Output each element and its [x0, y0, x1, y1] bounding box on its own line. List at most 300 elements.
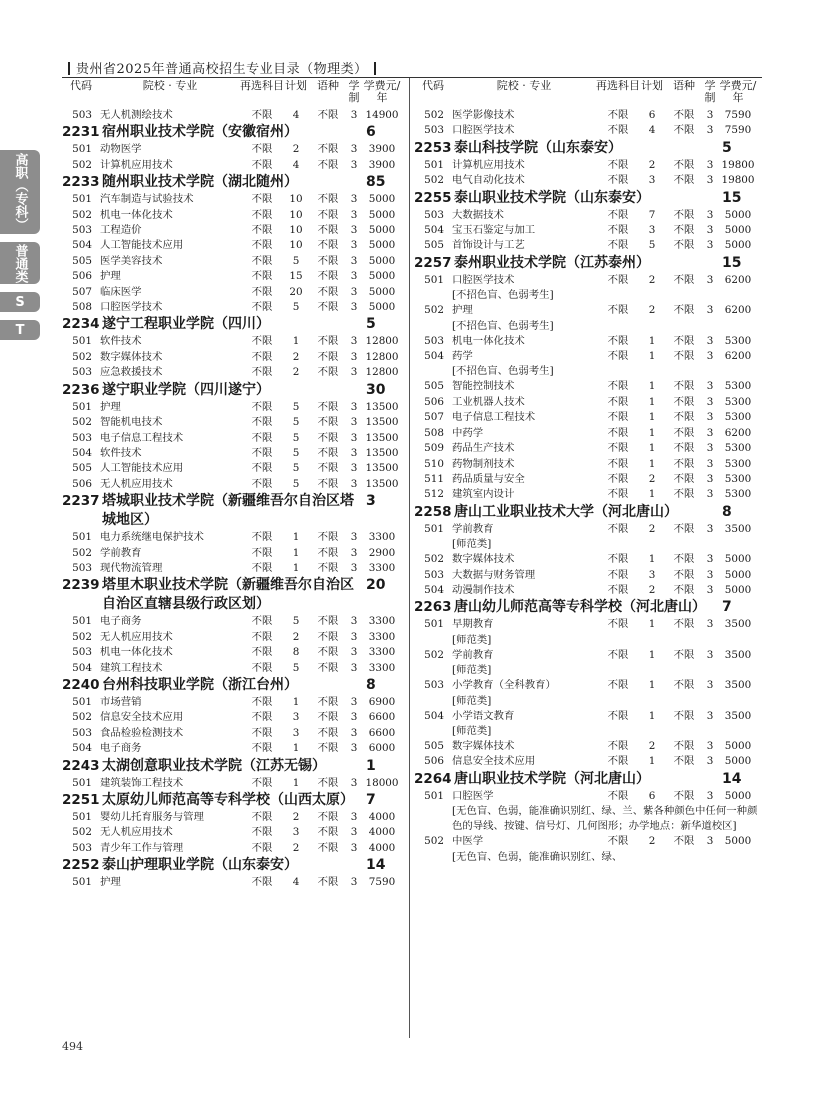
- major-fee: 5000: [368, 224, 396, 237]
- major-language: 不限: [317, 646, 339, 659]
- major-subject: 不限: [607, 835, 629, 848]
- major-years: 3: [706, 380, 714, 393]
- major-language: 不限: [317, 366, 339, 379]
- major-name: 临床医学: [100, 285, 142, 298]
- major-name: 工程造价: [100, 224, 142, 237]
- institution-row: [62, 315, 404, 334]
- major-name: 机电一体化技术: [100, 208, 173, 221]
- major-row: [62, 269, 404, 284]
- major-code: 509: [424, 442, 444, 455]
- major-years: 3: [350, 531, 358, 544]
- major-row: [414, 522, 760, 537]
- major-subject: 不限: [607, 739, 629, 752]
- major-code: 503: [72, 841, 92, 854]
- major-row: [62, 630, 404, 645]
- major-code: 505: [72, 254, 92, 267]
- major-subject: 不限: [251, 400, 273, 413]
- major-name: 应急救援技术: [100, 366, 163, 379]
- side-tabs: [0, 150, 44, 348]
- major-subject: 不限: [607, 224, 629, 237]
- major-years: 3: [350, 695, 358, 708]
- major-fee: 18000: [365, 776, 399, 789]
- major-years: 3: [706, 568, 714, 581]
- major-subject: 不限: [607, 109, 629, 121]
- major-years: 3: [706, 395, 714, 408]
- major-years: 3: [706, 174, 714, 187]
- institution-plan: 14: [722, 770, 742, 787]
- major-code: 505: [424, 739, 444, 752]
- major-fee: 5000: [368, 239, 396, 252]
- major-subject: 不限: [251, 561, 273, 574]
- major-fee: 6200: [724, 304, 752, 317]
- major-row: [414, 678, 760, 693]
- header-school: 院校 · 专业: [496, 80, 552, 92]
- institution-row: [62, 173, 404, 192]
- major-name: 人工智能技术应用: [100, 462, 184, 475]
- major-plan: 1: [292, 742, 300, 755]
- header-fee: 学费元/年: [719, 80, 757, 104]
- major-row: [414, 410, 760, 425]
- institution-code: 2263: [414, 599, 452, 616]
- major-fee: 5000: [368, 285, 396, 298]
- major-name: 智能机电技术: [100, 416, 163, 429]
- major-fee: 7590: [724, 124, 752, 137]
- major-fee: 5300: [724, 380, 752, 393]
- major-plan: 10: [289, 224, 303, 237]
- major-fee: 5000: [368, 193, 396, 206]
- major-row: [414, 617, 760, 632]
- major-fee: 6200: [724, 273, 752, 286]
- tab-s: S: [0, 292, 40, 312]
- major-years: 3: [350, 661, 358, 674]
- major-years: 3: [350, 876, 358, 889]
- left-list: [62, 108, 404, 891]
- major-name: 现代物流管理: [100, 561, 163, 574]
- major-fee: 4000: [368, 826, 396, 839]
- major-row: [414, 457, 760, 472]
- major-code: 503: [72, 366, 92, 379]
- major-fee: 6000: [368, 742, 396, 755]
- major-plan: 1: [292, 531, 300, 544]
- major-plan: 5: [292, 400, 300, 413]
- header-bar-right: [374, 62, 376, 75]
- major-subject: 不限: [607, 273, 629, 286]
- major-name: 电子信息工程技术: [452, 411, 536, 424]
- institution-row: [62, 791, 404, 810]
- institution-name: 宿州职业技术学院（安徽宿州）: [102, 124, 298, 141]
- major-note: [师范类]: [452, 664, 492, 677]
- major-subject: 不限: [607, 553, 629, 566]
- major-name: 药品质量与安全: [452, 472, 525, 485]
- major-subject: 不限: [251, 531, 273, 544]
- major-plan: 5: [292, 615, 300, 628]
- institution-plan: 1: [366, 757, 376, 774]
- major-row: [62, 645, 404, 660]
- major-plan: 2: [292, 350, 300, 363]
- major-language: 不限: [317, 695, 339, 708]
- institution-name: 遂宁工程职业学院（四川）: [102, 316, 270, 333]
- major-subject: 不限: [251, 841, 273, 854]
- institution-name: 随州职业技术学院（湖北随州）: [102, 174, 298, 191]
- major-plan: 1: [648, 488, 656, 501]
- major-language: 不限: [673, 739, 695, 752]
- major-name: 小学语文教育: [452, 709, 515, 722]
- major-language: 不限: [673, 472, 695, 485]
- major-subject: 不限: [251, 695, 273, 708]
- major-plan: 5: [292, 446, 300, 459]
- major-code: 503: [424, 568, 444, 581]
- institution-row: [414, 254, 760, 273]
- major-row: [414, 648, 760, 663]
- major-plan: 2: [292, 143, 300, 156]
- major-row: [62, 108, 404, 123]
- major-language: 不限: [673, 553, 695, 566]
- major-name: 婴幼儿托育服务与管理: [100, 811, 204, 823]
- major-code: 501: [424, 273, 444, 286]
- major-years: 3: [706, 239, 714, 252]
- major-subject: 不限: [251, 811, 273, 823]
- major-subject: 不限: [251, 477, 273, 490]
- major-code: 502: [424, 174, 444, 187]
- major-name: 无人机应用技术: [100, 477, 173, 490]
- institution-plan: 3: [366, 493, 376, 510]
- major-fee: 19800: [721, 158, 755, 171]
- major-years: 3: [706, 273, 714, 286]
- major-subject: 不限: [607, 709, 629, 722]
- major-subject: 不限: [251, 446, 273, 459]
- major-language: 不限: [673, 835, 695, 848]
- major-plan: 2: [648, 739, 656, 752]
- major-name: 建筑工程技术: [100, 661, 163, 674]
- major-language: 不限: [673, 350, 695, 363]
- page-number: 494: [62, 1040, 83, 1053]
- major-row: [62, 726, 404, 741]
- major-plan: 8: [292, 646, 300, 659]
- major-row: [62, 741, 404, 756]
- major-years: 3: [350, 742, 358, 755]
- major-code: 501: [72, 400, 92, 413]
- major-fee: 3300: [368, 630, 396, 643]
- major-plan: 2: [292, 841, 300, 854]
- major-subject: 不限: [607, 304, 629, 317]
- major-row: [62, 776, 404, 791]
- major-subject: 不限: [251, 143, 273, 156]
- major-fee: 5000: [724, 553, 752, 566]
- major-row: [62, 661, 404, 676]
- major-subject: 不限: [607, 457, 629, 470]
- major-name: 首饰设计与工艺: [452, 239, 525, 252]
- major-years: 3: [706, 224, 714, 237]
- major-language: 不限: [317, 208, 339, 221]
- major-years: 3: [350, 400, 358, 413]
- major-row: [414, 273, 760, 288]
- major-subject: 不限: [607, 568, 629, 581]
- major-note: [无色盲、色弱，能准确识别红、绿、: [452, 850, 623, 863]
- institution-code: 2252: [62, 857, 100, 874]
- major-plan: 3: [292, 711, 300, 724]
- major-row: [414, 349, 760, 364]
- major-plan: 4: [648, 124, 656, 137]
- page-title: 贵州省2025年普通高校招生专业目录（物理类）: [76, 62, 368, 77]
- major-years: 3: [350, 477, 358, 490]
- major-language: 不限: [673, 395, 695, 408]
- major-subject: 不限: [251, 646, 273, 659]
- major-years: 3: [350, 826, 358, 839]
- major-name: 信息安全技术应用: [452, 755, 536, 768]
- institution-plan: 7: [722, 599, 732, 616]
- major-name: 无人机应用技术: [100, 826, 173, 839]
- major-row: [62, 208, 404, 223]
- major-code: 501: [72, 335, 92, 348]
- major-language: 不限: [673, 709, 695, 722]
- major-plan: 1: [648, 648, 656, 661]
- major-language: 不限: [317, 335, 339, 348]
- major-subject: 不限: [607, 124, 629, 137]
- major-note: [师范类]: [452, 633, 492, 646]
- major-row: [62, 350, 404, 365]
- major-row: [62, 614, 404, 629]
- major-row: [62, 365, 404, 380]
- major-code: 502: [424, 648, 444, 661]
- major-fee: 3300: [368, 615, 396, 628]
- major-fee: 5000: [368, 301, 396, 314]
- tab-vocational: 高职（专科）: [0, 150, 40, 234]
- institution-code: 2236: [62, 381, 100, 398]
- major-years: 3: [350, 841, 358, 854]
- major-subject: 不限: [251, 254, 273, 267]
- major-subject: 不限: [607, 583, 629, 596]
- major-fee: 5000: [724, 835, 752, 848]
- major-subject: 不限: [251, 776, 273, 789]
- major-language: 不限: [317, 109, 339, 121]
- institution-name: 台州科技职业学院（浙江台州）: [102, 676, 298, 693]
- institution-name: 泰山科技学院（山东泰安）: [454, 139, 622, 156]
- institution-plan: 15: [722, 189, 742, 206]
- major-row: [62, 400, 404, 415]
- institution-plan: 15: [722, 254, 742, 271]
- major-language: 不限: [317, 400, 339, 413]
- major-subject: 不限: [607, 755, 629, 768]
- institution-name: 遂宁职业学院（四川遂宁）: [102, 381, 270, 398]
- right-column: [414, 80, 760, 865]
- major-name: 护理: [452, 304, 473, 317]
- major-plan: 1: [648, 755, 656, 768]
- major-name: 电气自动化技术: [452, 174, 525, 187]
- tab-t: T: [0, 320, 40, 340]
- major-fee: 3500: [724, 709, 752, 722]
- left-column: [62, 80, 404, 891]
- major-subject: 不限: [251, 416, 273, 429]
- institution-name: 泰州职业技术学院（江苏泰州）: [454, 254, 650, 271]
- major-plan: 1: [292, 776, 300, 789]
- major-row: [62, 254, 404, 269]
- major-code: 504: [72, 446, 92, 459]
- major-name: 食品检验检测技术: [100, 726, 184, 739]
- major-code: 501: [72, 776, 92, 789]
- major-language: 不限: [317, 630, 339, 643]
- institution-code: 2251: [62, 792, 100, 808]
- institution-name: 泰山职业技术学院（山东泰安）: [454, 189, 650, 206]
- major-language: 不限: [673, 442, 695, 455]
- major-years: 3: [350, 446, 358, 459]
- major-years: 3: [350, 335, 358, 348]
- major-plan: 1: [648, 395, 656, 408]
- major-plan: 5: [292, 431, 300, 444]
- major-language: 不限: [673, 158, 695, 171]
- major-years: 3: [350, 239, 358, 252]
- institution-row: [414, 189, 760, 208]
- major-fee: 3500: [724, 618, 752, 631]
- major-subject: 不限: [251, 193, 273, 206]
- major-plan: 5: [648, 239, 656, 252]
- major-subject: 不限: [251, 661, 273, 674]
- major-language: 不限: [317, 224, 339, 237]
- major-fee: 5000: [724, 208, 752, 221]
- major-plan: 1: [648, 411, 656, 424]
- major-row: [414, 208, 760, 223]
- major-fee: 3300: [368, 661, 396, 674]
- major-code: 501: [72, 615, 92, 628]
- major-plan: 2: [648, 522, 656, 535]
- major-name: 计算机应用技术: [100, 158, 173, 171]
- major-fee: 6600: [368, 726, 396, 739]
- major-code: 501: [72, 695, 92, 708]
- major-years: 3: [350, 158, 358, 171]
- major-subject: 不限: [251, 711, 273, 724]
- major-language: 不限: [317, 711, 339, 724]
- institution-code: 2233: [62, 174, 100, 191]
- major-code: 503: [424, 334, 444, 347]
- major-subject: 不限: [607, 789, 629, 802]
- major-code: 502: [72, 416, 92, 429]
- major-code: 508: [424, 426, 444, 439]
- major-code: 502: [424, 304, 444, 317]
- major-name: 口腔医学技术: [452, 124, 515, 137]
- major-fee: 6900: [368, 695, 396, 708]
- major-language: 不限: [317, 876, 339, 889]
- major-row: [414, 709, 760, 724]
- major-language: 不限: [317, 193, 339, 206]
- major-name: 电力系统继电保护技术: [100, 531, 204, 544]
- major-plan: 2: [292, 630, 300, 643]
- major-fee: 12800: [365, 366, 399, 379]
- major-row: [414, 472, 760, 487]
- institution-row: [62, 381, 404, 400]
- major-fee: 4000: [368, 811, 396, 823]
- major-years: 3: [706, 789, 714, 802]
- major-fee: 5000: [368, 254, 396, 267]
- header-lang: 语种: [673, 80, 695, 92]
- major-code: 505: [424, 239, 444, 252]
- major-plan: 6: [648, 109, 656, 121]
- major-years: 3: [350, 208, 358, 221]
- major-plan: 15: [289, 270, 303, 283]
- major-code: 504: [424, 709, 444, 722]
- major-name: 中医学: [452, 835, 484, 848]
- major-fee: 19800: [721, 174, 755, 187]
- major-name: 医学美容技术: [100, 254, 163, 267]
- major-plan: 6: [648, 789, 656, 802]
- major-plan: 10: [289, 239, 303, 252]
- major-subject: 不限: [607, 334, 629, 347]
- major-code: 505: [72, 462, 92, 475]
- major-language: 不限: [673, 426, 695, 439]
- major-fee: 3300: [368, 561, 396, 574]
- major-code: 511: [424, 472, 444, 485]
- major-language: 不限: [317, 661, 339, 674]
- major-plan: 2: [292, 811, 300, 823]
- major-subject: 不限: [251, 224, 273, 237]
- major-subject: 不限: [251, 462, 273, 475]
- major-language: 不限: [317, 143, 339, 156]
- major-row: [62, 841, 404, 856]
- major-subject: 不限: [251, 158, 273, 171]
- institution-plan: 5: [366, 316, 376, 333]
- institution-code: 2234: [62, 316, 100, 333]
- major-fee: 5000: [724, 583, 752, 596]
- header-bar-left: [68, 62, 70, 75]
- major-subject: 不限: [607, 426, 629, 439]
- major-language: 不限: [673, 208, 695, 221]
- major-name: 建筑室内设计: [452, 488, 515, 501]
- major-fee: 6200: [724, 350, 752, 363]
- major-name: 动物医学: [100, 143, 142, 156]
- major-name: 电子商务: [100, 742, 142, 755]
- major-name: 信息安全技术应用: [100, 711, 184, 724]
- major-name: 护理: [100, 876, 121, 889]
- major-language: 不限: [317, 446, 339, 459]
- major-plan: 1: [648, 334, 656, 347]
- major-name: 护理: [100, 270, 121, 283]
- major-subject: 不限: [607, 350, 629, 363]
- major-fee: 5000: [724, 789, 752, 802]
- major-fee: 3500: [724, 648, 752, 661]
- institution-code: 2258: [414, 503, 452, 520]
- major-years: 3: [706, 158, 714, 171]
- institution-code: 2255: [414, 189, 452, 206]
- major-years: 3: [350, 431, 358, 444]
- major-years: 3: [350, 776, 358, 789]
- major-name: 无人机应用技术: [100, 630, 173, 643]
- major-row: [62, 810, 404, 825]
- major-code: 506: [424, 395, 444, 408]
- major-code: 504: [72, 239, 92, 252]
- major-fee: 5300: [724, 411, 752, 424]
- major-subject: 不限: [251, 270, 273, 283]
- major-subject: 不限: [251, 350, 273, 363]
- major-plan: 2: [648, 158, 656, 171]
- major-years: 3: [350, 646, 358, 659]
- major-subject: 不限: [607, 648, 629, 661]
- major-language: 不限: [317, 841, 339, 854]
- major-row: [414, 238, 760, 253]
- major-plan: 1: [648, 709, 656, 722]
- major-fee: 5300: [724, 472, 752, 485]
- major-row: [62, 415, 404, 430]
- major-years: 3: [350, 811, 358, 823]
- major-row: [414, 739, 760, 754]
- major-plan: 1: [648, 426, 656, 439]
- major-name: 机电一体化技术: [452, 334, 525, 347]
- header-rule: [62, 77, 762, 78]
- major-note: [不招色盲、色弱考生]: [452, 365, 554, 378]
- major-years: 3: [706, 709, 714, 722]
- major-language: 不限: [317, 350, 339, 363]
- major-subject: 不限: [607, 442, 629, 455]
- major-fee: 5000: [368, 270, 396, 283]
- major-name: 数字媒体技术: [452, 553, 515, 566]
- major-plan: 1: [648, 457, 656, 470]
